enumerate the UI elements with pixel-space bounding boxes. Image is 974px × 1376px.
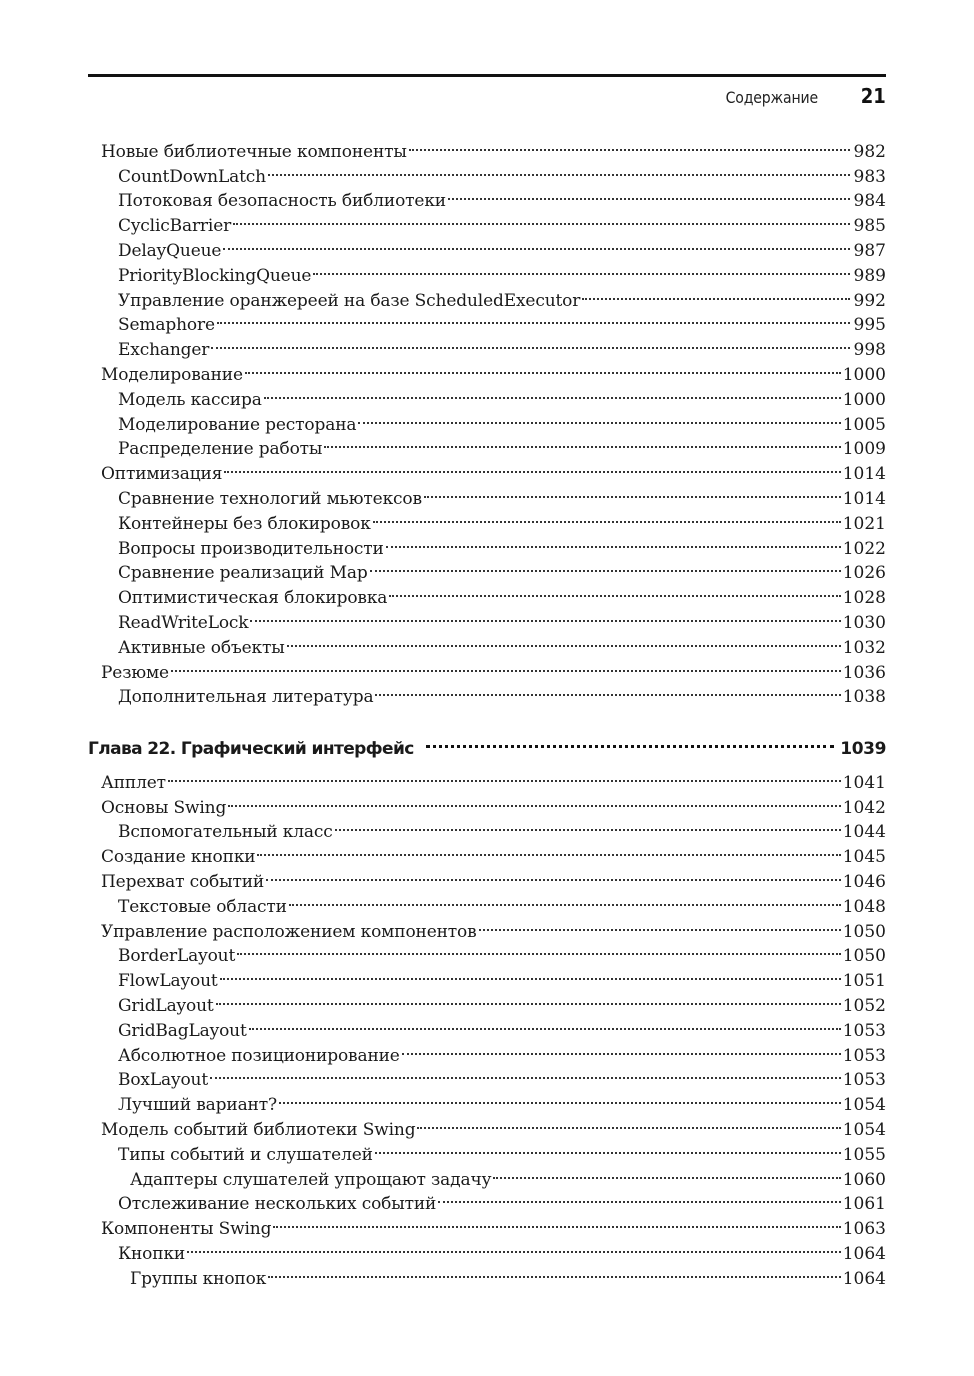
toc-entry-title: Создание кнопки — [101, 847, 256, 868]
toc-entry[interactable] — [101, 1085, 886, 1116]
dot-leader — [493, 1160, 840, 1185]
toc-entry-page: 985 — [853, 216, 886, 237]
toc-entry-page: 1054 — [842, 1095, 886, 1116]
toc-entry-title: Exchanger — [118, 340, 210, 361]
toc-entry-page: 1064 — [842, 1243, 886, 1264]
toc-entry-page: 1000 — [842, 364, 886, 385]
toc-entry-page: 1022 — [842, 538, 886, 559]
dot-leader — [279, 1085, 841, 1110]
toc-entry-page: 1036 — [842, 662, 886, 683]
dot-leader — [370, 554, 841, 579]
header-rule — [88, 74, 886, 77]
dot-leader — [223, 231, 850, 256]
toc-entry-title: Кнопки — [118, 1243, 186, 1264]
toc-entry[interactable] — [101, 986, 886, 1016]
dot-leader — [237, 937, 841, 962]
toc-entry-page: 1046 — [842, 871, 886, 892]
toc-entry[interactable] — [101, 763, 886, 793]
toc-entry[interactable] — [101, 306, 886, 336]
toc-entry-page: 1048 — [842, 896, 886, 917]
dot-leader — [224, 454, 840, 479]
toc-entry-title: DelayQueue — [118, 240, 222, 261]
toc-entry-page: 984 — [853, 191, 886, 212]
toc-entry-page: 1052 — [842, 995, 886, 1016]
toc-entry-title: Компоненты Swing — [101, 1219, 272, 1240]
dot-leader — [582, 281, 850, 306]
toc-entry-title: Моделирование — [101, 364, 243, 385]
dot-leader — [335, 813, 841, 838]
toc-entry-page: 1038 — [842, 687, 886, 708]
dot-leader — [211, 330, 850, 355]
dot-leader — [268, 1259, 841, 1284]
toc-entry-page: 1060 — [842, 1169, 886, 1190]
dot-leader — [250, 603, 840, 628]
chapter-page: 1039 — [840, 739, 886, 759]
running-head — [713, 84, 886, 108]
toc-entry-title: Оптимистическая блокировка — [118, 588, 388, 609]
dot-leader — [228, 788, 841, 813]
toc-entry-title: Потоковая безопасность библиотеки — [118, 191, 446, 212]
toc-entry-title: Основы Swing — [101, 797, 227, 818]
toc-entry[interactable] — [101, 1011, 886, 1041]
dot-leader — [268, 157, 850, 182]
toc-entry-page: 1051 — [842, 971, 886, 992]
toc-entry[interactable] — [101, 330, 886, 361]
toc-entry-title: Активные объекты — [118, 637, 285, 658]
toc-entry-page: 1050 — [842, 921, 886, 942]
toc-entry-page: 1044 — [842, 822, 886, 843]
toc-section-bottom — [101, 763, 886, 1289]
dot-leader — [424, 479, 841, 504]
dot-leader — [287, 628, 841, 653]
toc-entry-title: Сравнение реализаций Map — [118, 563, 368, 584]
toc-entry-page: 1064 — [842, 1268, 886, 1289]
toc-entry-page: 1053 — [842, 1045, 886, 1066]
dot-leader — [264, 380, 841, 405]
toc-entry-title: Резюме — [101, 662, 169, 683]
dot-leader — [358, 405, 840, 430]
toc-entry-page: 998 — [853, 340, 886, 361]
dot-leader — [217, 306, 850, 331]
dot-leader — [426, 728, 835, 754]
toc-entry-page: 1061 — [842, 1194, 886, 1215]
dot-leader — [245, 355, 841, 380]
dot-leader — [324, 430, 840, 455]
toc-entry-title: Лучший вариант? — [118, 1095, 277, 1116]
toc-entry-title: Вопросы производительности — [118, 538, 384, 559]
toc-entry-title: Моделирование ресторана — [118, 414, 357, 435]
dot-leader — [417, 1110, 840, 1135]
toc-entry-title: Контейнеры без блокировок — [118, 513, 371, 534]
dot-leader — [233, 206, 850, 231]
toc-entry-page: 1053 — [842, 1070, 886, 1091]
toc-entry[interactable] — [101, 1234, 886, 1264]
toc-entry-page: 1054 — [842, 1119, 886, 1140]
toc-entry-page: 1032 — [842, 637, 886, 658]
toc-entry-title: GridBagLayout — [118, 1020, 247, 1041]
toc-entry-title: Адаптеры слушателей упрощают задачу — [130, 1169, 492, 1190]
toc-entry-title: PriorityBlockingQueue — [118, 265, 312, 286]
toc-entry[interactable] — [101, 355, 886, 385]
dot-leader — [257, 837, 840, 862]
toc-entry-title: Сравнение технологий мьютексов — [118, 488, 422, 509]
toc-entry-title: Модель кассира — [118, 389, 262, 410]
dot-leader — [187, 1234, 841, 1259]
toc-entry-title: CyclicBarrier — [118, 216, 232, 237]
dot-leader — [313, 256, 850, 281]
toc-entry-title: Дополнительная литература — [118, 687, 374, 708]
toc-entry-title: Новые библиотечные компоненты — [101, 141, 407, 162]
dot-leader — [448, 182, 850, 207]
toc-entry-page: 1014 — [842, 464, 886, 485]
running-title: Содержание — [725, 88, 819, 107]
toc-entry-page: 995 — [853, 315, 886, 336]
toc-entry-title: ReadWriteLock — [118, 612, 249, 633]
toc-entry[interactable] — [101, 1061, 886, 1091]
toc-entry-page: 1050 — [842, 946, 886, 967]
chapter-heading[interactable] — [88, 728, 886, 759]
toc-entry[interactable] — [101, 961, 886, 992]
toc-entry-page: 1021 — [842, 513, 886, 534]
toc-entry-page: 1053 — [842, 1020, 886, 1041]
toc-entry-page: 1009 — [842, 439, 886, 460]
toc-entry-page: 1014 — [842, 488, 886, 509]
toc-entry-title: Отслеживание нескольких событий — [118, 1194, 437, 1215]
toc-entry-title: GridLayout — [118, 995, 214, 1016]
dot-leader — [273, 1209, 840, 1234]
toc-entry-page: 1028 — [842, 588, 886, 609]
toc-entry[interactable] — [101, 678, 886, 708]
dot-leader — [375, 1135, 841, 1160]
toc-entry-page: 1000 — [842, 389, 886, 410]
chapter-title: Глава 22. Графический интерфейс — [88, 739, 414, 759]
dot-leader — [386, 529, 841, 554]
toc-entry[interactable] — [101, 788, 886, 818]
toc-entry-title: Перехват событий — [101, 871, 265, 892]
dot-leader — [373, 504, 841, 529]
toc-entry-page: 992 — [853, 290, 886, 311]
dot-leader — [409, 132, 850, 157]
toc-entry-page: 1005 — [842, 414, 886, 435]
toc-entry-title: Вспомогательный класс — [118, 822, 333, 843]
dot-leader — [210, 1061, 841, 1086]
toc-entry-page: 1063 — [842, 1219, 886, 1240]
dot-leader — [289, 887, 841, 912]
toc-entry[interactable] — [101, 653, 886, 683]
toc-entry-page: 989 — [853, 265, 886, 286]
toc-entry-title: BoxLayout — [118, 1070, 209, 1091]
toc-entry-title: BorderLayout — [118, 946, 236, 967]
toc-entry-page: 1045 — [842, 847, 886, 868]
toc-entry[interactable] — [101, 1259, 886, 1289]
toc-entry-page: 1042 — [842, 797, 886, 818]
page-number: 21 — [860, 84, 886, 108]
toc-entry-page: 1041 — [842, 772, 886, 793]
dot-leader — [438, 1185, 841, 1210]
toc-entry-title: Типы событий и слушателей — [118, 1144, 373, 1165]
toc-entry-title: Распределение работы — [118, 439, 323, 460]
toc-entry-title: Модель событий библиотеки Swing — [101, 1119, 416, 1140]
toc-entry-page: 1055 — [842, 1144, 886, 1165]
dot-leader — [249, 1011, 841, 1036]
dot-leader — [389, 578, 840, 603]
toc-entry-title: Текстовые области — [118, 896, 287, 917]
toc-entry[interactable] — [101, 132, 886, 162]
toc-entry-title: Абсолютное позиционирование — [118, 1045, 400, 1066]
toc-entry-title: Группы кнопок — [130, 1268, 267, 1289]
toc-entry-page: 982 — [853, 141, 886, 162]
toc-entry-page: 987 — [853, 240, 886, 261]
dot-leader — [375, 678, 840, 703]
toc-entry-title: FlowLayout — [118, 971, 218, 992]
toc-entry-title: Апплет — [101, 772, 166, 793]
dot-leader — [216, 986, 841, 1011]
toc-entry-title: Semaphore — [118, 315, 215, 336]
dot-leader — [168, 763, 841, 788]
dot-leader — [220, 961, 841, 986]
dot-leader — [402, 1036, 841, 1061]
toc-entry-page: 983 — [853, 166, 886, 187]
toc-section-top — [101, 132, 886, 708]
toc-entry-title: Управление расположением компонентов — [101, 921, 477, 942]
dot-leader — [479, 912, 841, 937]
toc-entry-title: Оптимизация — [101, 464, 223, 485]
toc-entry-page: 1030 — [842, 612, 886, 633]
dot-leader — [171, 653, 841, 678]
dot-leader — [266, 862, 841, 887]
toc-entry-title: Управление оранжереей на базе ScheduledExecutor — [118, 290, 581, 311]
toc-entry-page: 1026 — [842, 563, 886, 584]
toc-entry-title: CountDownLatch — [118, 166, 266, 187]
